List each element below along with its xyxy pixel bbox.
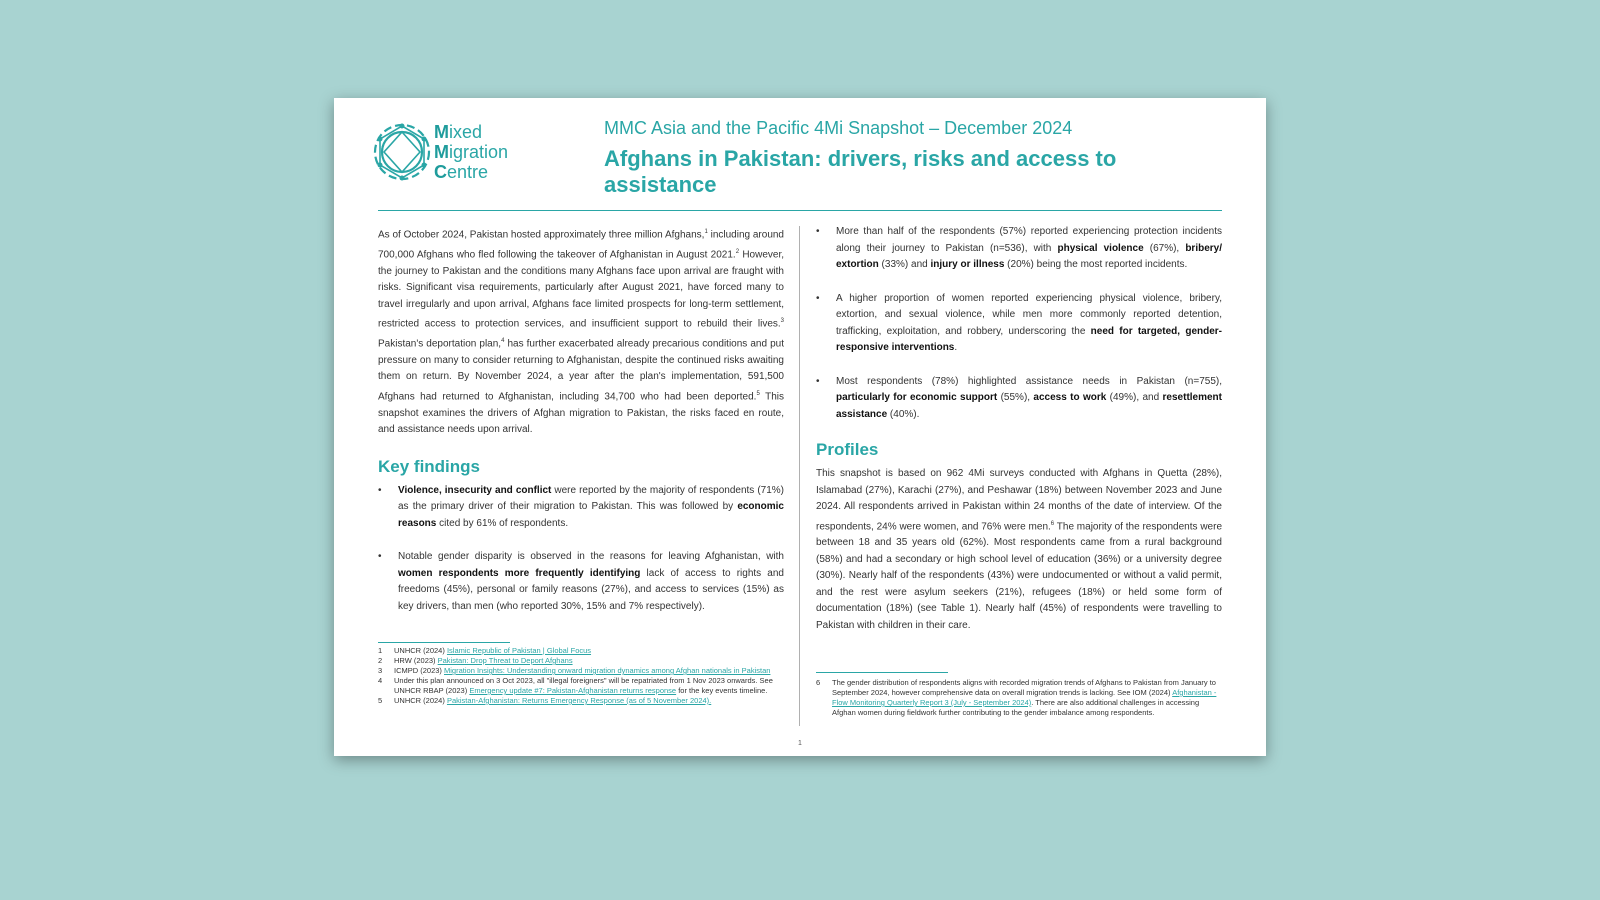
footnote-ref[interactable]: 4 <box>501 337 505 344</box>
footnote-ref[interactable]: 1 <box>704 229 708 235</box>
footnote-link[interactable]: Migration Insights: Understanding onward migration dynamics among Afghan nationals in Pakistan <box>444 666 771 675</box>
right-column <box>816 224 1222 634</box>
page-number: 1 <box>798 740 802 747</box>
footnote-link[interactable]: Pakistan: Drop Threat to Deport Afghans <box>437 656 573 665</box>
footnote-rule <box>816 672 948 673</box>
bullet-icon: • <box>378 551 382 563</box>
bullet-icon: • <box>816 292 820 304</box>
footnote-ref[interactable]: 5 <box>756 390 760 397</box>
footnote-link[interactable]: Islamic Republic of Pakistan | Global Focus <box>446 646 592 655</box>
footnote-rule <box>378 642 510 643</box>
left-column <box>378 224 784 632</box>
page-title: Afghans in Pakistan: drivers, risks and access to assistance <box>604 146 1117 197</box>
header-divider <box>378 210 1222 211</box>
footnotes-right <box>816 678 1222 718</box>
footnote-link[interactable]: Emergency update #7: Pakistan-Afghanistan returns response <box>469 686 677 695</box>
footnote-ref[interactable]: 6 <box>1050 520 1055 527</box>
key-findings-heading: Key findings <box>378 456 481 476</box>
profiles-paragraph: This snapshot is based on 962 4Mi surveys conducted with Afghans in Quetta (28%), Islamabad (27%), Karachi (27%), and Peshawar (18%) between November 2023 and June 2024. All respondents arrived in Pakistan within 24 months of the date of interview. Of the respondents, 24% were women, and 76% were men.$^6$ The majority of the respondents were between 18 and 35 years old (62%). Most respondents came from a rural background (58%) and had a secondary or high school level of education (36%) or a university degree (30%). Nearly half of the respondents (43%) were undocumented or without a valid permit, and the rest were asylum seekers (21%), refugees (18%) or held some form of documentation (18%) (see Table 1). Nearly half (45%) of respondents were travelling to Pakistan with children in their care. <box>816 468 1223 631</box>
footnote-ref[interactable]: 3 <box>780 318 784 325</box>
footnote-link[interactable]: Pakistan-Afghanistan: Returns Emergency Response (as of 5 November 2024). <box>446 696 712 705</box>
footnote: 2 HRW (2023) Pakistan: Drop Threat to Deport Afghans <box>378 656 573 665</box>
footnote: 5 UNHCR (2024) Pakistan-Afghanistan: Returns Emergency Response (as of 5 November 2024). <box>378 696 712 705</box>
key-findings-list-continued <box>816 224 1222 423</box>
mmc-logo-icon <box>372 122 432 182</box>
footnote-link[interactable]: Afghanistan - Flow Monitoring Quarterly Report 3 (July - September 2024) <box>832 688 1217 707</box>
footnotes-left <box>378 646 784 706</box>
footnote: 1 UNHCR (2024) Islamic Republic of Pakistan | Global Focus <box>378 646 592 655</box>
footnote-ref[interactable]: 2 <box>735 248 740 255</box>
bullet-icon: • <box>816 226 820 237</box>
column-divider <box>799 226 800 726</box>
profiles-heading: Profiles <box>816 440 879 459</box>
list-item: • Notable gender disparity is observed in the reasons for leaving Afghanistan, with women respondents more frequently identifying lack of access to rights and freedoms (45%), personal or family reasons (27%), and access to services (15%) as key drivers, than men (who reported 30%, 15% and 7% respectively). <box>378 551 784 612</box>
list-item: • A higher proportion of women reported experiencing physical violence, bribery, extortion, and sexual violence, while men more commonly reported detention, trafficking, exploitation, and robbery, underscoring the need for targeted, gender-responsive interventions. <box>816 292 1223 353</box>
footnote: 4 Under this plan announced on 3 Oct 2023, all "illegal foreigners" will be repatriated from 1 Nov 2023 onwards. See UNHCR RBAP (2023) Emergency update #7: Pakistan-Afghanistan returns response for the key events timeline. <box>378 676 773 695</box>
bullet-icon: • <box>378 484 382 496</box>
snapshot-kicker: MMC Asia and the Pacific 4Mi Snapshot – December 2024 <box>604 118 1073 138</box>
logo-wordmark: Mixed Migration Centre <box>434 122 509 182</box>
key-findings-list <box>378 483 784 616</box>
footnote: 3 ICMPD (2023) Migration Insights: Understanding onward migration dynamics among Afghan nationals in Pakistan <box>378 666 771 675</box>
mmc-logo <box>372 122 532 186</box>
list-item: • Most respondents (78%) highlighted assistance needs in Pakistan (n=755), particularly for economic support (55%), access to work (49%), and resettlement assistance (40%). <box>816 375 1222 420</box>
list-item: • More than half of the respondents (57%) reported experiencing protection incidents along their journey to Pakistan (n=536), with physical violence (67%), bribery/ extortion (33%) and injury or illness (20%) being the most reported incidents. <box>816 226 1222 270</box>
list-item: • Violence, insecurity and conflict were reported by the majority of respondents (71%) as the primary driver of their migration to Pakistan. This was followed by economic reasons cited by 61% of respondents. <box>378 484 784 529</box>
footnote: 6 The gender distribution of respondents aligns with recorded migration trends of Afghans to Pakistan from January to September 2024, however comprehensive data on overall migration trends is lacking. See IOM (2024) Afghanistan - Flow Monitoring Quarterly Report 3 (July - September 2024). There are also additional challenges in accessing Afghan women during fieldwork further contributing to the gender imbalance among respondents. <box>816 678 1217 717</box>
bullet-icon: • <box>816 375 820 387</box>
intro-paragraph: As of October 2024, Pakistan hosted approximately three million Afghans,$^1$ including around 700,000 Afghans who fled following the takeover of Afghanistan in August 2021.$^2$ However, the journey to Pakistan and the conditions many Afghans face upon arrival are fraught with risks. Significant visa requirements, particularly after August 2021, have forced many to travel irregularly and upon arrival, Afghans face limited prospects for long-term settlement, restricted access to protection services, and insufficient support to rebuild their lives.$^3$ Pakistan's deportation plan,$^4$ has further exacerbated already precarious conditions and put pressure on many to consider returning to Afghanistan, despite the continued risks awaiting them on return. By November 2024, a year after the plan's implementation, 591,500 Afghans had returned to Afghanistan, including 34,700 who had been deported.$^5$ This snapshot examines the drivers of Afghan migration to Pakistan, the risks faced en route, and assistance needs upon arrival. <box>378 229 785 436</box>
document-page <box>334 98 1266 756</box>
